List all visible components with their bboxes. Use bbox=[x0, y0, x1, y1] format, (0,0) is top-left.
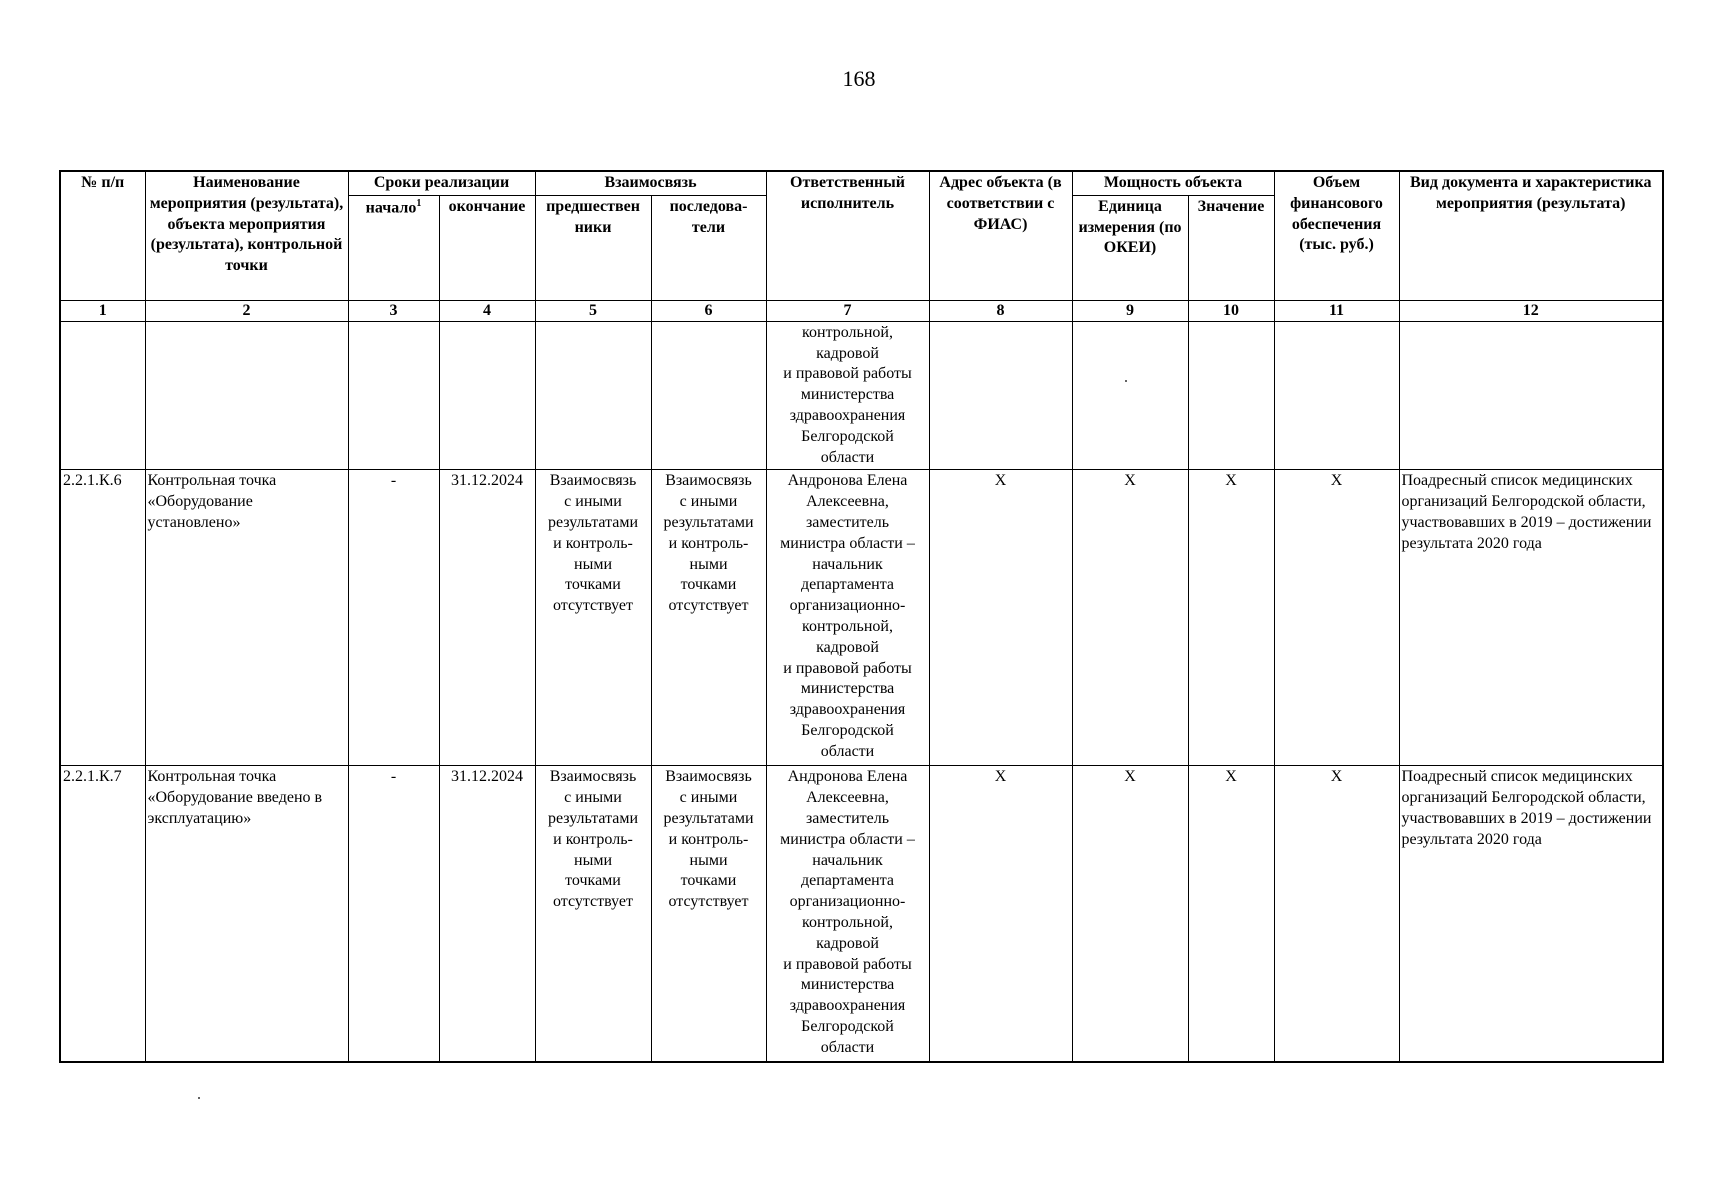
col-number: 6 bbox=[651, 300, 766, 321]
footnote-mark: 1 bbox=[416, 197, 422, 209]
row-end: 31.12.2024 bbox=[439, 766, 535, 1062]
col-number: 9 bbox=[1072, 300, 1188, 321]
header-address: Адрес объекта (в соответствии с ФИАС) bbox=[929, 171, 1072, 300]
col-number: 2 bbox=[145, 300, 348, 321]
table-row bbox=[60, 470, 1663, 766]
row-succ: Взаимосвязь с иными результатами и контроль- ными точками отсутствует bbox=[651, 470, 766, 766]
row-address: X bbox=[929, 470, 1072, 766]
row-num: 2.2.1.К.7 bbox=[60, 766, 145, 1062]
header-end: окончание bbox=[439, 195, 535, 300]
header-terms-group: Сроки реализации bbox=[348, 171, 535, 195]
row-pred: Взаимосвязь с иными результатами и контроль- ными точками отсутствует bbox=[535, 470, 651, 766]
row-value: X bbox=[1188, 766, 1274, 1062]
header-value: Значение bbox=[1188, 195, 1274, 300]
row-succ: Взаимосвязь с иными результатами и контроль- ными точками отсутствует bbox=[651, 766, 766, 1062]
header-document: Вид документа и характеристика мероприятия (результата) bbox=[1399, 171, 1663, 300]
row-unit: X bbox=[1072, 470, 1188, 766]
row-start: - bbox=[348, 766, 439, 1062]
table-row bbox=[60, 766, 1663, 1062]
header-num: № п/п bbox=[60, 171, 145, 300]
header-name: Наименование мероприятия (результата), объекта мероприятия (результата), контрольной точки bbox=[145, 171, 348, 300]
header-link-group: Взаимосвязь bbox=[535, 171, 766, 195]
header-succ: последова- тели bbox=[651, 195, 766, 300]
header-responsible: Ответственный исполнитель bbox=[766, 171, 929, 300]
header-unit: Единица измерения (по ОКЕИ) bbox=[1072, 195, 1188, 300]
continuation-row bbox=[60, 321, 1663, 470]
col-number: 5 bbox=[535, 300, 651, 321]
row-responsible: Андронова Елена Алексеевна, заместитель министра области – начальник департамента организационно- контрольной, кадровой и правовой работы министерства здравоохранения Белгородской области bbox=[766, 766, 929, 1062]
row-finance: X bbox=[1274, 470, 1399, 766]
row-name: Контрольная точка «Оборудование установлено» bbox=[145, 470, 348, 766]
row-start: - bbox=[348, 470, 439, 766]
header-pred: предшествен ники bbox=[535, 195, 651, 300]
row-num: 2.2.1.К.6 bbox=[60, 470, 145, 766]
col-number: 3 bbox=[348, 300, 439, 321]
col-number: 11 bbox=[1274, 300, 1399, 321]
col-number: 8 bbox=[929, 300, 1072, 321]
col-number: 10 bbox=[1188, 300, 1274, 321]
row-value: X bbox=[1188, 470, 1274, 766]
row-pred: Взаимосвязь с иными результатами и контроль- ными точками отсутствует bbox=[535, 766, 651, 1062]
header-start: начало$^1$ bbox=[348, 195, 439, 300]
row-unit: X bbox=[1072, 766, 1188, 1062]
row-name: Контрольная точка «Оборудование введено в эксплуатацию» bbox=[145, 766, 348, 1062]
scan-speck bbox=[198, 1097, 200, 1099]
page-number: 168 bbox=[842, 66, 876, 91]
continuation-responsible: контрольной, кадровой и правовой работы министерства здравоохранения Белгородской области bbox=[766, 321, 929, 470]
header-power-group: Мощность объекта bbox=[1072, 171, 1274, 195]
col-number: 12 bbox=[1399, 300, 1663, 321]
row-responsible: Андронова Елена Алексеевна, заместитель министра области – начальник департамента организационно- контрольной, кадровой и правовой работы министерства здравоохранения Белгородской области bbox=[766, 470, 929, 766]
col-number: 7 bbox=[766, 300, 929, 321]
column-number-row bbox=[60, 300, 1663, 321]
scan-speck bbox=[1125, 380, 1127, 382]
col-number: 4 bbox=[439, 300, 535, 321]
col-number: 1 bbox=[60, 300, 145, 321]
row-document: Поадресный список медицинских организаций Белгородской области, участвовавших в 2019 – достижении результата 2020 года bbox=[1399, 470, 1663, 766]
row-end: 31.12.2024 bbox=[439, 470, 535, 766]
header-finance: Объем финансового обеспечения (тыс. руб.) bbox=[1274, 171, 1399, 300]
row-document: Поадресный список медицинских организаций Белгородской области, участвовавших в 2019 – достижении результата 2020 года bbox=[1399, 766, 1663, 1062]
row-address: X bbox=[929, 766, 1072, 1062]
events-table bbox=[59, 170, 1664, 1063]
row-finance: X bbox=[1274, 766, 1399, 1062]
